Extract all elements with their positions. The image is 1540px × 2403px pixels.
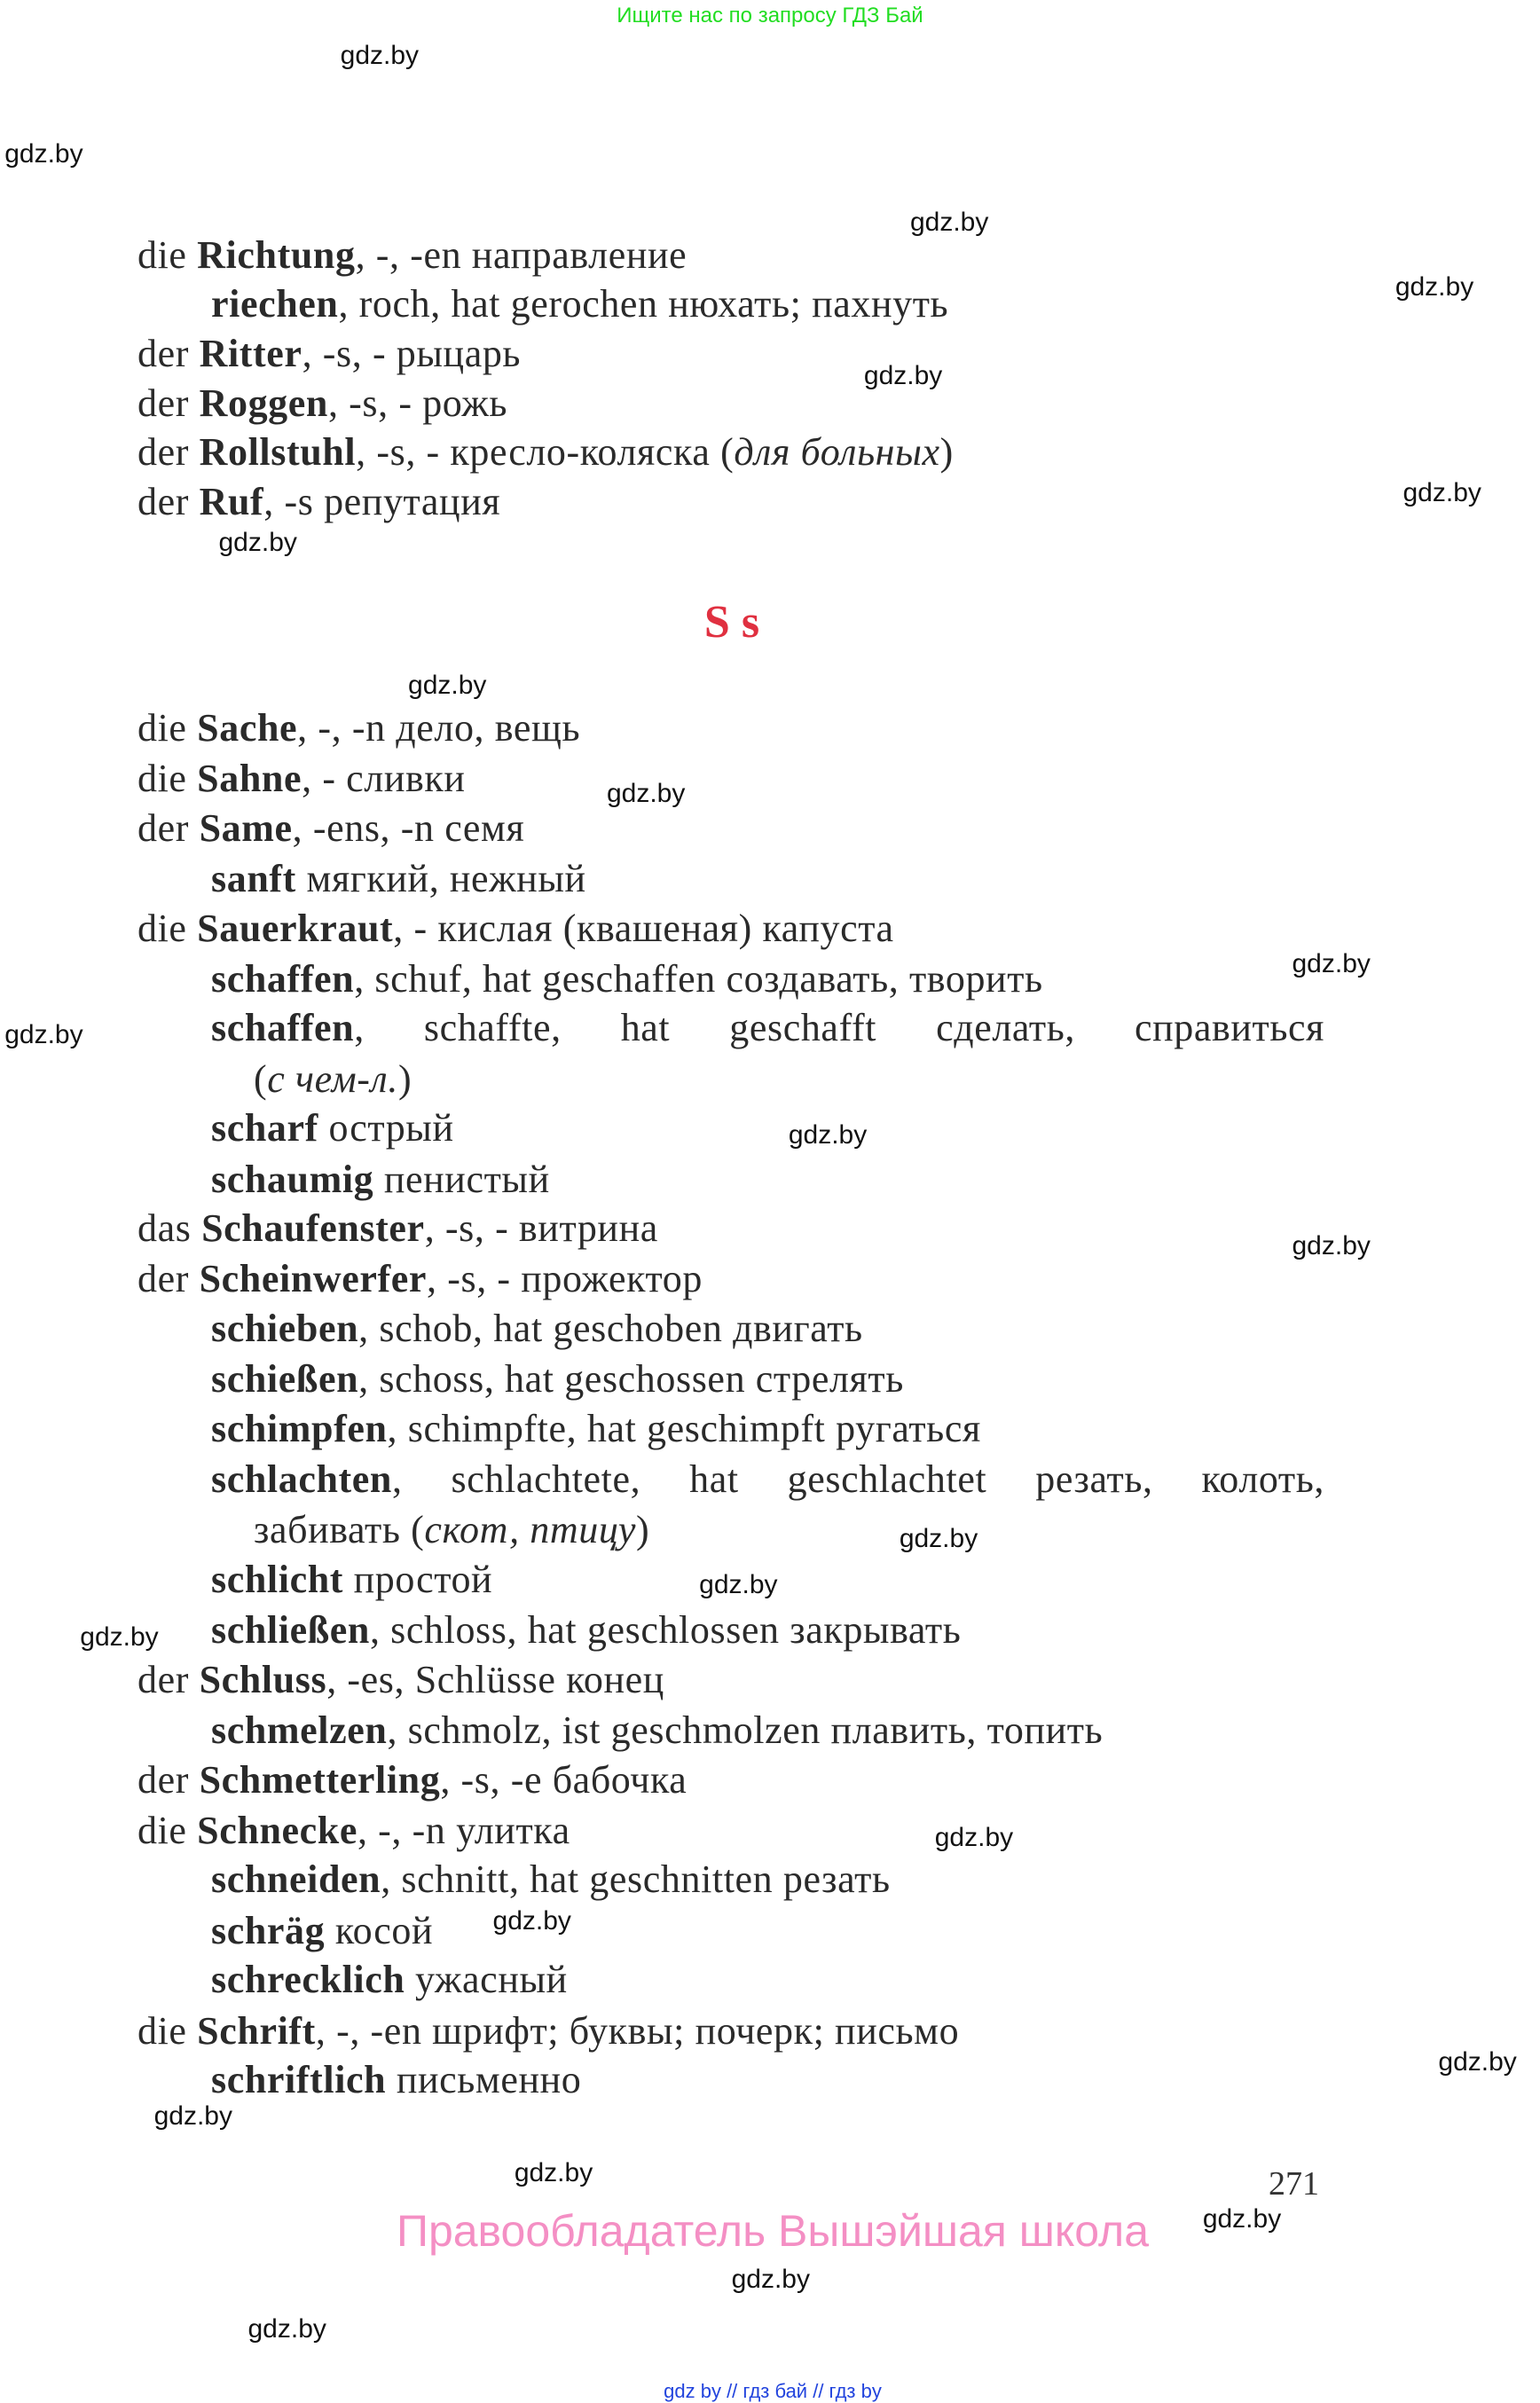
dictionary-entry-continuation — [254, 1055, 412, 1104]
dictionary-entry — [211, 1955, 568, 2005]
dictionary-entry — [138, 2006, 959, 2056]
entry-note-close: ) — [397, 1056, 412, 1101]
entry-grammar-translation: письменно — [386, 2058, 582, 2102]
dictionary-entry — [211, 1855, 891, 1904]
dictionary-entry — [211, 1555, 492, 1605]
entry-headword: Sauerkraut — [197, 906, 394, 950]
entry-grammar-translation: , schimpfte, hat geschimpft ругаться — [387, 1406, 981, 1450]
dictionary-entry — [138, 904, 894, 954]
dictionary-entry — [138, 231, 687, 280]
entry-grammar-translation: пенистый — [373, 1157, 550, 1201]
dictionary-entry — [138, 1655, 664, 1705]
entry-grammar-translation: , roch, hat gerochen нюхать; пахнуть — [338, 282, 949, 326]
dictionary-entry — [211, 279, 948, 329]
gdz-watermark: gdz.by — [1438, 2047, 1517, 2077]
dictionary-entry — [211, 954, 1043, 1004]
entry-grammar-translation: , -es, Schlüsse конец — [326, 1657, 664, 1701]
entry-grammar-translation: , -s, - рыцарь — [302, 332, 522, 376]
dictionary-entry — [138, 428, 954, 477]
gdz-watermark: gdz.by — [4, 139, 83, 169]
entry-headword: schriftlich — [211, 2058, 387, 2102]
gdz-watermark: gdz.by — [153, 2101, 232, 2131]
entry-grammar-translation: , -s, -e бабочка — [440, 1757, 688, 1802]
entry-headword: Rollstuhl — [199, 430, 357, 475]
entry-article: die — [138, 757, 187, 801]
entry-continuation-text: ( — [254, 1056, 268, 1101]
entry-grammar-translation: , schloss, hat geschlossen закрывать — [369, 1608, 962, 1653]
dictionary-entry — [211, 1304, 863, 1354]
entry-article: der — [138, 381, 189, 425]
entry-article: der — [138, 1757, 189, 1802]
gdz-watermark: gdz.by — [1395, 271, 1474, 302]
footer-links[interactable]: gdz by // гдз бай // гдз by — [664, 2380, 882, 2402]
gdz-watermark: gdz.by — [514, 2158, 593, 2188]
entry-grammar-translation: ужасный — [405, 1958, 568, 2002]
dictionary-entry — [138, 1806, 570, 1856]
gdz-watermark: gdz.by — [408, 671, 487, 701]
entry-article: die — [138, 906, 187, 950]
entry-grammar-translation: , -s, - витрина — [424, 1206, 658, 1251]
entry-headword: Roggen — [199, 381, 328, 425]
entry-grammar-translation: , -, -en шрифт; буквы; почерк; письмо — [315, 2008, 960, 2053]
gdz-watermark: gdz.by — [1292, 1231, 1371, 1261]
entry-grammar-translation: , schuf, hat geschaffen создавать, творить — [354, 956, 1043, 1001]
top-banner: Ищите нас по запросу ГДЗ Бай — [617, 4, 923, 27]
entry-article: die — [138, 232, 187, 277]
gdz-watermark: gdz.by — [934, 1822, 1014, 1852]
entry-grammar-translation: , -s, - рожь — [327, 381, 507, 425]
entry-grammar-translation: , -, -n улитка — [357, 1808, 570, 1852]
dictionary-entry — [211, 854, 586, 904]
entry-headword: schieben — [211, 1306, 359, 1350]
gdz-watermark: gdz.by — [699, 1570, 778, 1600]
entry-headword: schmelzen — [211, 1708, 388, 1752]
entry-article: der — [138, 1657, 189, 1701]
page-number: 271 — [1269, 2165, 1319, 2203]
entry-article: die — [138, 1808, 187, 1852]
gdz-watermark: gdz.by — [1402, 478, 1481, 508]
entry-headword: sanft — [211, 856, 296, 900]
dictionary-entry — [138, 1254, 703, 1304]
dictionary-entry — [211, 1003, 1324, 1053]
entry-headword: Schnecke — [197, 1808, 358, 1852]
entry-headword: Ritter — [199, 332, 302, 376]
entry-headword: schräg — [211, 1908, 326, 1952]
entry-headword: Schluss — [199, 1657, 327, 1701]
gdz-watermark: gdz.by — [340, 41, 420, 71]
gdz-watermark: gdz.by — [4, 1020, 83, 1050]
gdz-watermark: gdz.by — [218, 527, 297, 557]
entry-headword: Schaufenster — [201, 1206, 425, 1251]
dictionary-entry — [138, 754, 466, 804]
dictionary-entry — [211, 1455, 1324, 1504]
entry-headword: Richtung — [197, 232, 356, 277]
entry-grammar-translation: , schob, hat geschoben двигать — [358, 1306, 863, 1350]
gdz-watermark: gdz.by — [788, 1120, 868, 1150]
entry-note-italic: с чем-л. — [267, 1056, 398, 1101]
entry-headword: schneiden — [211, 1857, 381, 1902]
entry-headword: schlicht — [211, 1557, 344, 1601]
gdz-watermark: gdz.by — [731, 2265, 810, 2295]
entry-headword: schließen — [211, 1608, 370, 1653]
entry-headword: Sache — [197, 705, 298, 750]
dictionary-entry-continuation — [254, 1505, 649, 1555]
gdz-watermark: gdz.by — [80, 1622, 159, 1653]
entry-note-italic: скот, птицу — [424, 1508, 637, 1552]
entry-headword: schrecklich — [211, 1958, 405, 2002]
entry-article: der — [138, 1257, 189, 1301]
dictionary-entry — [138, 1204, 658, 1253]
entry-continuation-text: забивать ( — [254, 1508, 425, 1552]
entry-grammar-translation: , -s, - кресло-коляска ( — [356, 430, 735, 475]
entry-headword: scharf — [211, 1106, 318, 1150]
dictionary-entry — [211, 1706, 1103, 1755]
entry-grammar-translation: , schaffte, hat geschafft сделать, справиться — [354, 1006, 1324, 1050]
entry-headword: schaffen — [211, 956, 355, 1001]
dictionary-entry — [211, 1606, 961, 1655]
entry-grammar-translation: , schmolz, ist geschmolzen плавить, топить — [387, 1708, 1104, 1752]
entry-note-italic: для больных — [734, 430, 940, 475]
dictionary-entry — [138, 703, 580, 753]
dictionary-entry — [138, 804, 524, 853]
entry-grammar-translation: , -ens, -n семя — [292, 805, 525, 850]
gdz-watermark: gdz.by — [909, 207, 989, 237]
entry-headword: Schmetterling — [199, 1757, 441, 1802]
entry-headword: Schrift — [197, 2008, 316, 2053]
gdz-watermark: gdz.by — [1202, 2204, 1282, 2234]
entry-grammar-translation: , - кислая (квашеная) капуста — [393, 906, 894, 950]
dictionary-entry — [211, 1906, 433, 1956]
dictionary-entry — [211, 1155, 550, 1205]
entry-article: die — [138, 705, 187, 750]
dictionary-entry — [138, 477, 500, 527]
entry-article: der — [138, 430, 189, 475]
gdz-watermark: gdz.by — [248, 2313, 326, 2344]
gdz-watermark: gdz.by — [899, 1524, 978, 1553]
dictionary-entry — [138, 1755, 687, 1805]
entry-article: der — [138, 479, 189, 523]
entry-grammar-translation: , schlachtete, hat geschlachtet резать, колоть, — [392, 1457, 1324, 1502]
dictionary-entry — [211, 1355, 904, 1404]
dictionary-entry — [211, 2055, 581, 2105]
entry-note-close: ) — [939, 430, 954, 475]
dictionary-entry — [138, 329, 521, 379]
gdz-watermark: gdz.by — [492, 1905, 571, 1936]
entry-grammar-translation: , -s, - прожектор — [427, 1257, 703, 1301]
entry-grammar-translation: , schnitt, hat geschnitten резать — [381, 1857, 891, 1902]
entry-headword: riechen — [211, 282, 339, 326]
entry-headword: schaffen — [211, 1006, 355, 1050]
entry-grammar-translation: мягкий, нежный — [295, 856, 586, 900]
entry-headword: Ruf — [199, 479, 264, 523]
entry-article: die — [138, 2008, 187, 2053]
section-letter-heading: S s — [703, 597, 760, 648]
entry-headword: Scheinwerfer — [199, 1257, 428, 1301]
dictionary-entry — [211, 1103, 454, 1153]
entry-article: das — [138, 1206, 192, 1251]
gdz-watermark: gdz.by — [1292, 949, 1371, 979]
entry-headword: Sahne — [197, 757, 302, 801]
entry-note-close: ) — [636, 1508, 650, 1552]
entry-headword: schießen — [211, 1357, 359, 1402]
entry-grammar-translation: , -, -en направление — [355, 232, 688, 277]
entry-grammar-translation: , -s репутация — [263, 479, 501, 523]
entry-headword: schimpfen — [211, 1406, 388, 1450]
entry-grammar-translation: , schoss, hat geschossen стрелять — [358, 1357, 904, 1402]
entry-headword: schlachten — [211, 1457, 392, 1502]
entry-headword: schaumig — [211, 1157, 374, 1201]
entry-article: der — [138, 805, 189, 850]
entry-grammar-translation: , - сливки — [302, 757, 466, 801]
entry-grammar-translation: , -, -n дело, вещь — [297, 705, 581, 750]
entry-grammar-translation: косой — [325, 1908, 434, 1952]
entry-grammar-translation: простой — [343, 1557, 493, 1601]
dictionary-entry — [211, 1404, 981, 1454]
entry-grammar-translation: острый — [318, 1106, 454, 1150]
gdz-watermark: gdz.by — [606, 778, 686, 808]
entry-article: der — [138, 332, 189, 376]
gdz-watermark: gdz.by — [863, 361, 943, 391]
rights-holder-notice: Правообладатель Вышэйшая школа — [397, 2206, 1149, 2256]
dictionary-entry — [138, 379, 507, 428]
entry-headword: Same — [199, 805, 293, 850]
